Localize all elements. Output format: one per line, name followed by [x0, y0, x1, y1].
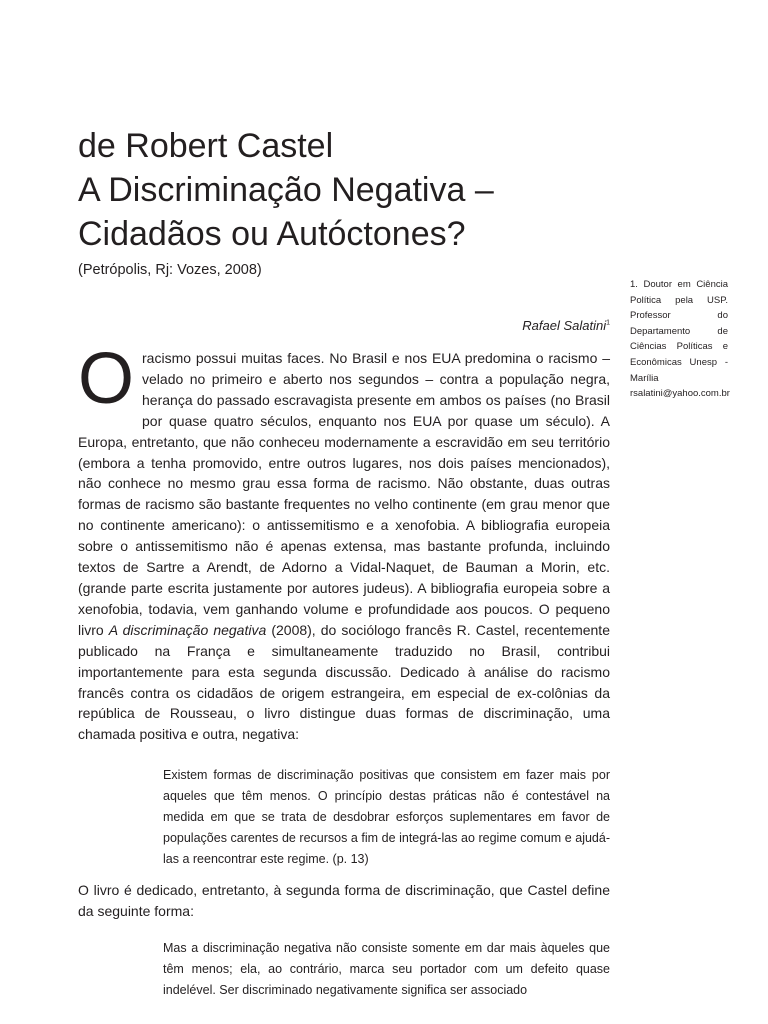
author-byline — [522, 318, 610, 333]
publication-info: (Petrópolis, Rj: Vozes, 2008) — [78, 262, 262, 278]
para1-text-b: (2008), do sociólogo francês R. Castel, recentemente publicado na França e simultaneamente traduzido no Brasil, contribui importantemente para esta segunda discussão. Dedicado à análise do racismo francês contra os cidadãos de origem estrangeira, em especial de ex-colônias da república de Rousseau, o livro distingue duas formas de discriminação, uma chamada positiva e outra, negativa: — [78, 621, 610, 743]
article-title — [78, 124, 618, 256]
title-line-1: de Robert Castel — [78, 127, 334, 165]
footnote-marker: 1 — [606, 319, 610, 327]
body-paragraph-2: O livro é dedicado, entretanto, à segunda forma de discriminação, que Castel define da seguinte forma: — [78, 882, 610, 919]
title-line-2: A Discriminação Negativa – — [78, 171, 494, 209]
author-name: Rafael Salatini — [522, 318, 607, 333]
block-quote-1: Existem formas de discriminação positivas que consistem em fazer mais por aqueles que têm menos. O princípio destas práticas não é contestável na medida em que se trata de desdobrar esforços suplementares em favor de populações carentes de recursos a fim de integrá-las ao regime comum e ajudá-las a reencontrar este regime. (p. 13) — [163, 768, 610, 866]
drop-cap: O — [78, 339, 135, 419]
book-title-italic: A discriminação negativa — [108, 621, 267, 638]
block-quote-2: Mas a discriminação negativa não consiste somente em dar mais àqueles que têm menos; ela, ao contrário, marca seu portador com um defeito quase indelével. Ser discriminado negativamente significa ser associado — [163, 941, 610, 997]
title-line-3: Cidadãos ou Autóctones? — [78, 215, 466, 253]
body-paragraph-1 — [78, 339, 610, 745]
author-footnote: 1. Doutor em Ciência Política pela USP. Professor do Departamento de Ciências Políticas e Econômicas Unesp - Marília rsalatini@yahoo.com.br — [630, 279, 730, 400]
para1-text-a: racismo possui muitas faces. No Brasil e nos EUA predomina o racismo – velado no primeiro e aberto nos segundos – contra a população negra, herança do passado escravagista presente em ambos os países (no Brasil por quase quatro séculos, enquanto nos EUA por quase um século). A Europa, entretanto, que não conheceu modernamente a escravidão em seu território (embora a tenha promovido, entre outros lugares, nos dois países mencionados), não conhece no mesmo grau essa forma de racismo. Não obstante, duas outras formas de racismo são bastante frequentes no velho continente (em grau menor que no continente americano): o antissemitismo e a xenofobia. A bibliografia europeia sobre o antissemitismo não é apenas extensa, mas bastante profunda, incluindo textos de Sartre a Arendt, de Adorno a Vidal-Naquet, de Bauman a Morin, etc. (grande parte escrita justamente por autores judeus). A bibliografia europeia sobre a xenofobia, todavia, vem ganhando volume e profundidade aos poucos. O pequeno livro — [78, 350, 610, 638]
